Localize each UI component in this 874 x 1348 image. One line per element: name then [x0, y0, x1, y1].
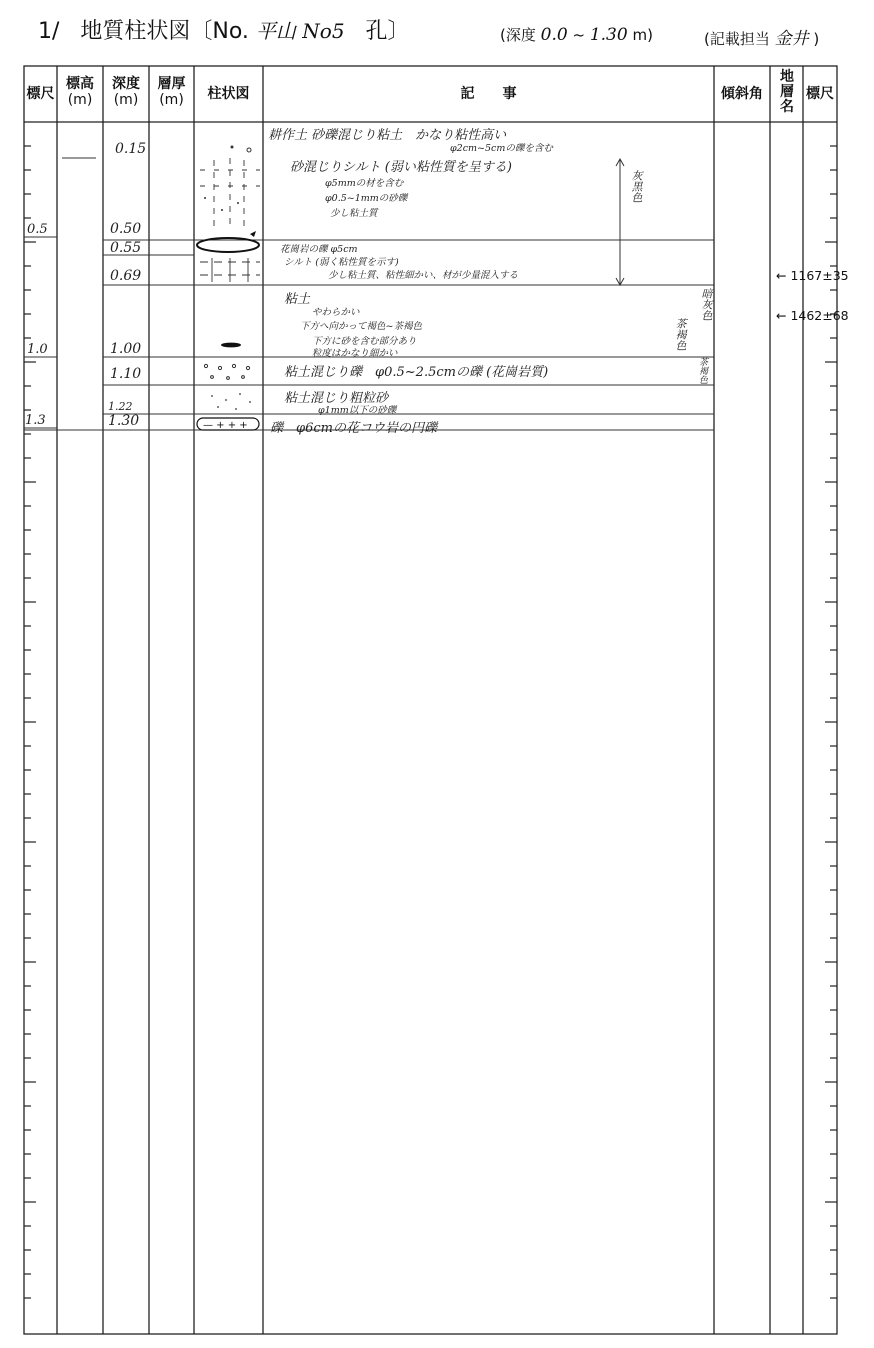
description-line: 耕作土 砂礫混じり粘土 かなり粘性高い [268, 128, 507, 143]
header-elevation-label: 標高 [66, 76, 94, 92]
description-line: 花崗岩の礫 φ5cm [280, 244, 358, 255]
depth-range-label: (深度 [500, 26, 536, 44]
header-depth-label: 深度 [112, 76, 140, 92]
description-line: φ0.5~1mmの砂礫 [325, 193, 408, 204]
header-formation: 地層名 [780, 69, 794, 115]
writer-name: 金井 [774, 29, 809, 49]
depth-to: 1.30 [589, 25, 628, 45]
age-annotation: ← 1167±35 [776, 268, 849, 283]
depth-value: 0.55 [110, 240, 142, 256]
color-note: 茶褐色 [674, 318, 687, 351]
hole-name: 平山 No5 [255, 19, 345, 43]
color-note: 暗灰色 [700, 288, 713, 321]
depth-value: 1.00 [110, 341, 142, 357]
header-depth-unit: (m) [113, 92, 139, 108]
description-line: 粒度はかなり細かい [312, 348, 398, 359]
description-line: やわらかい [312, 307, 360, 318]
description-line: 砂混じりシルト (弱い粘性質を呈する) [290, 160, 512, 175]
description-line: φ5mmの材を含む [325, 178, 404, 189]
svg-text:— + + +: — + + + [203, 420, 248, 431]
header-elevation-unit: (m) [67, 92, 93, 108]
title-prefix: 地質柱状図〔No. [80, 19, 249, 44]
description-line: シルト (弱く粘性質を示す) [284, 257, 399, 268]
header-thickness-unit: (m) [159, 92, 184, 108]
description-line: φ1mm以下の砂礫 [318, 405, 397, 416]
scale-label-1-0: 1.0 [27, 342, 48, 357]
depth-value: 1.22 [108, 400, 133, 413]
description-line: 少し粘土質 [330, 208, 378, 219]
header-column: 柱状図 [207, 86, 250, 102]
description-line: φ2cm~5cmの礫を含む [450, 143, 553, 154]
header-thickness [149, 76, 194, 108]
depth-separator: ~ [572, 26, 586, 44]
depth-value: 0.15 [115, 141, 147, 157]
scale-label-0-5: 0.5 [27, 222, 48, 237]
page-number: 1/ [38, 19, 60, 44]
header-scale: 標尺 [26, 86, 55, 102]
column-pattern-silt [200, 158, 260, 282]
header-elevation [57, 76, 103, 108]
depth-value: 0.50 [110, 221, 142, 237]
depth-unit: m) [632, 26, 653, 44]
depth-value: 1.30 [108, 413, 140, 429]
header-depth [103, 76, 149, 108]
header-description: 記 事 [460, 86, 517, 102]
header-thickness-label: 層厚 [157, 76, 186, 92]
writer-label: (記載担当 [704, 30, 770, 48]
description-line: 礫 φ6cmの花コウ岩の円礫 [270, 421, 437, 436]
color-note: 茶褐色 [697, 357, 707, 384]
description-line: 下方へ向かって褐色~茶褐色 [300, 321, 422, 332]
wood-fragment [221, 343, 241, 348]
description-line: 粘土混じり粗粒砂 [284, 391, 389, 406]
depth-value: 1.10 [110, 366, 142, 382]
header-dip: 傾斜角 [721, 86, 763, 102]
depth-value: 0.69 [110, 268, 142, 284]
header-scale-right: 標尺 [806, 86, 834, 102]
color-note: 灰黒色 [630, 170, 643, 203]
description-line: 下方に砂を含む部分あり [312, 336, 417, 347]
scale-label-1-3: 1.3 [25, 413, 46, 428]
age-annotation: ← 1462±68 [776, 308, 849, 323]
depth-from: 0.0 [540, 25, 568, 45]
description-line: 少し粘土質、粘性細かい、材が少量混入する [328, 270, 519, 281]
description-line: 粘土混じり礫 φ0.5~2.5cmの礫 (花崗岩質) [284, 365, 549, 380]
description-line: 粘土 [284, 292, 311, 307]
range-arrow [616, 159, 624, 285]
title-suffix: 孔〕 [365, 19, 410, 44]
writer-close: ) [813, 30, 820, 48]
